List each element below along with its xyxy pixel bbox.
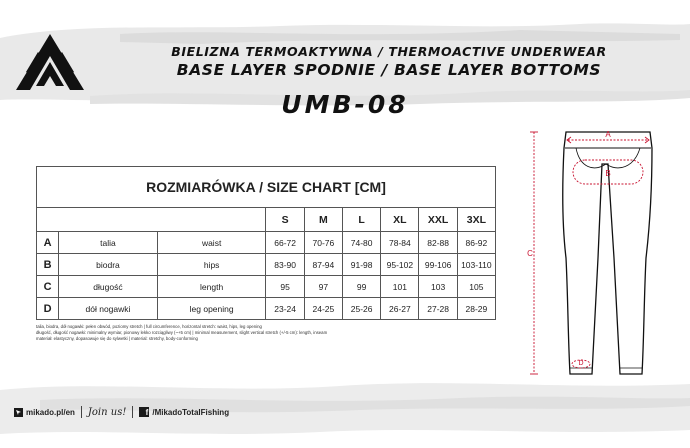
row-letter: B xyxy=(37,254,59,276)
header-blank-cell xyxy=(37,208,266,232)
table-row xyxy=(37,298,496,320)
footer xyxy=(14,404,229,420)
gusset-seam xyxy=(576,148,640,168)
row-letter: C xyxy=(37,276,59,298)
table-row xyxy=(37,254,496,276)
size-value: 25-26 xyxy=(342,298,380,320)
footer-divider xyxy=(132,406,133,418)
size-value: 86-92 xyxy=(457,232,495,254)
size-value: 24-25 xyxy=(304,298,342,320)
row-label-pl: biodra xyxy=(59,254,158,276)
size-header: S xyxy=(266,208,304,232)
size-value: 66-72 xyxy=(266,232,304,254)
size-header: M xyxy=(304,208,342,232)
size-value: 27-28 xyxy=(419,298,457,320)
note-line: długość, długość nogawki: minimalny wymiar, pionowy lekko rozciągliwy (~+5 cm) | minimal measurement, slight vertical stretch (+/-5 cm): length, inseam xyxy=(36,330,328,335)
row-label-pl: talia xyxy=(59,232,158,254)
size-value: 91-98 xyxy=(342,254,380,276)
size-value: 97 xyxy=(304,276,342,298)
measurement-notes xyxy=(36,324,496,342)
table-row xyxy=(37,232,496,254)
footer-divider xyxy=(81,406,82,418)
size-value: 23-24 xyxy=(266,298,304,320)
model-code: UMB-08 xyxy=(281,90,409,119)
row-label-en: hips xyxy=(157,254,266,276)
facebook-link[interactable]: /MikadoTotalFishing xyxy=(152,407,230,417)
size-value: 105 xyxy=(457,276,495,298)
note-line: materiał: elastyczny, dopasowuje się do sylwetki | material: stretchy, body-conforming xyxy=(36,336,198,341)
size-header-row xyxy=(37,208,496,232)
size-header: XXL xyxy=(419,208,457,232)
label-b: B xyxy=(605,169,611,178)
title-line-2: BASE LAYER SPODNIE / BASE LAYER BOTTOMS xyxy=(176,61,602,79)
mikado-logo-icon xyxy=(14,32,86,94)
label-d: D xyxy=(578,360,584,367)
row-letter: A xyxy=(37,232,59,254)
row-label-pl: długość xyxy=(59,276,158,298)
label-c: C xyxy=(527,249,533,258)
row-letter: D xyxy=(37,298,59,320)
title-line-1: BIELIZNA TERMOAKTYWNA / THERMOACTIVE UNDERWEAR xyxy=(171,44,607,59)
size-value: 28-29 xyxy=(457,298,495,320)
size-value: 83-90 xyxy=(266,254,304,276)
size-value: 95-102 xyxy=(381,254,419,276)
size-value: 70-76 xyxy=(304,232,342,254)
note-line: talia, biodra, dół nogawki: pełen obwód, poziomy stretch | full circumference, horizontal stretch: waist, hips, leg opening xyxy=(36,324,262,329)
cursor-arrow-icon xyxy=(14,408,23,417)
row-label-pl: dół nogawki xyxy=(59,298,158,320)
size-value: 87-94 xyxy=(304,254,342,276)
size-value: 103-110 xyxy=(457,254,495,276)
size-chart-table xyxy=(36,166,496,320)
size-value: 78-84 xyxy=(381,232,419,254)
size-value: 82-88 xyxy=(419,232,457,254)
size-value: 95 xyxy=(266,276,304,298)
size-header: L xyxy=(342,208,380,232)
table-row xyxy=(37,276,496,298)
row-label-en: length xyxy=(157,276,266,298)
label-a: A xyxy=(605,130,611,139)
size-value: 99 xyxy=(342,276,380,298)
row-label-en: leg opening xyxy=(157,298,266,320)
size-chart-title: ROZMIARÓWKA / SIZE CHART [CM] xyxy=(37,167,496,208)
size-value: 103 xyxy=(419,276,457,298)
facebook-icon: f xyxy=(139,407,149,417)
size-value: 26-27 xyxy=(381,298,419,320)
row-label-en: waist xyxy=(157,232,266,254)
size-header: 3XL xyxy=(457,208,495,232)
size-value: 99-106 xyxy=(419,254,457,276)
leggings-measurement-diagram xyxy=(518,128,668,390)
slogan: Join us! xyxy=(87,406,127,418)
size-value: 101 xyxy=(381,276,419,298)
website-link[interactable]: mikado.pl/en xyxy=(26,407,75,417)
size-header: XL xyxy=(381,208,419,232)
size-value: 74-80 xyxy=(342,232,380,254)
